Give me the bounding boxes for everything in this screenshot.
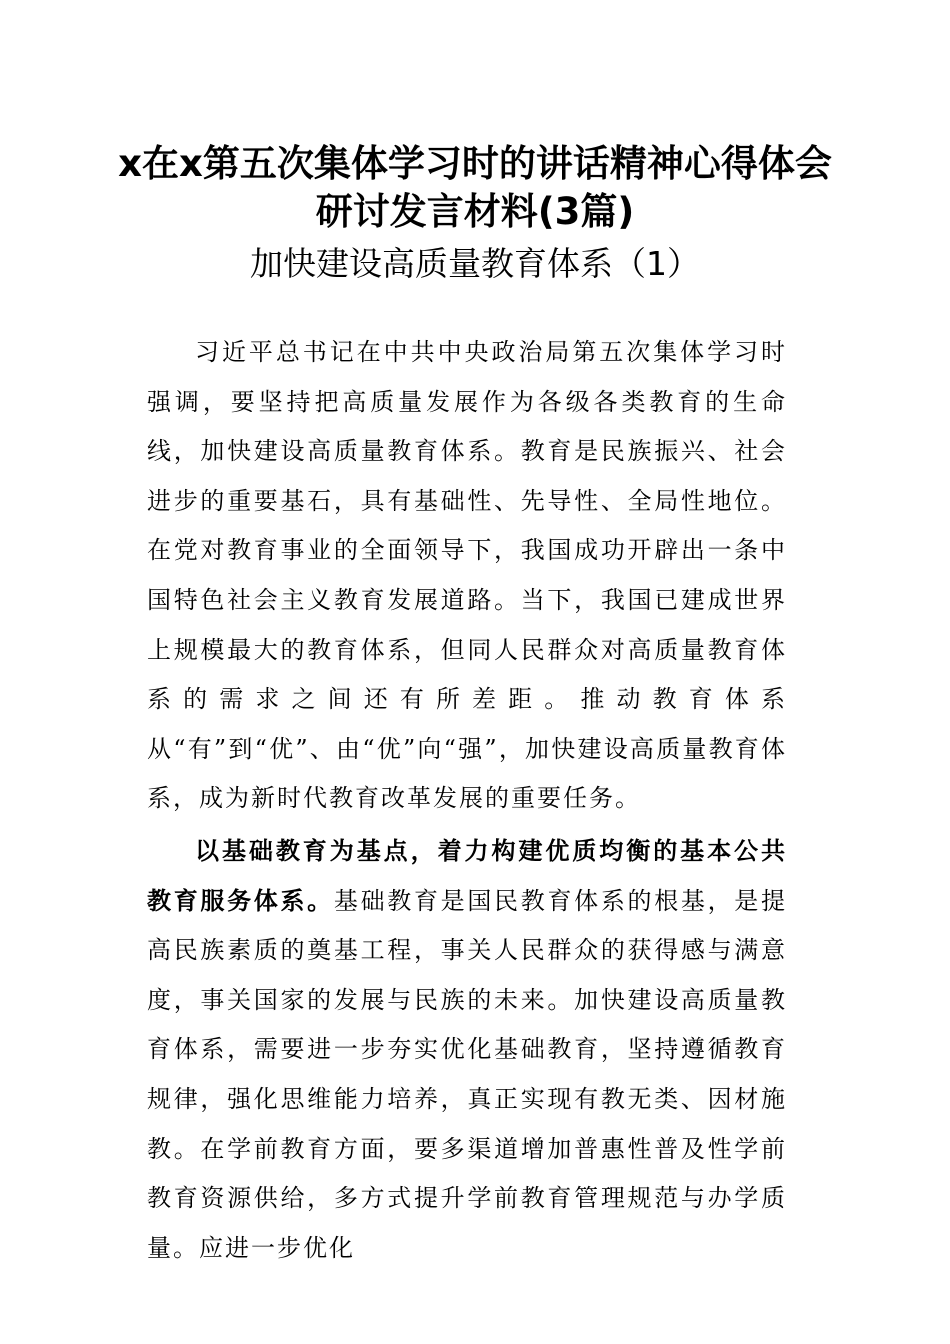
paragraph-intro [147,328,787,824]
paragraph-basic-education [147,827,787,1273]
section-subtitle: 加快建设高质量教育体系（1） [250,244,700,283]
body-text [147,328,787,1276]
paragraph-body: 基础教育是国民教育体系的根基，是提高民族素质的奠基工程，事关人民群众的获得感与满意度，事关国家的发展与民族的未来。加快建设高质量教育体系，需要进一步夯实优化基础教育，坚持遵循教育规律，强化思维能力培养，真正实现有教无类、因材施教。在学前教育方面，要多渠道增加普惠性普及性学前教育资源供给，多方式提升学前教育管理规范与办学质量。应进一步优化 [147,886,788,1262]
paragraph-body: 习近平总书记在中共中央政治局第五次集体学习时强调，要坚持把高质量发展作为各级各类教育的生命线，加快建设高质量教育体系。教育是民族振兴、社会进步的重要基石，具有基础性、先导性、全局性地位。在党对教育事业的全面领导下，我国成功开辟出一条中国特色社会主义教育发展道路。当下，我国已建成世界上规模最大的教育体系，但同人民群众对高质量教育体系的需求之间还有所差距。推动教育体系从“有”到“优”、由“优”向“强”，加快建设高质量教育体系，成为新时代教育改革发展的重要任务。 [147,338,787,813]
document-title: x在x第五次集体学习时的讲话精神心得体会研讨发言材料(3篇) [118,142,832,233]
paragraph-lead: 以基础教育为基点，着力构建优质均衡的基本公共教育服务体系。 [147,836,787,915]
